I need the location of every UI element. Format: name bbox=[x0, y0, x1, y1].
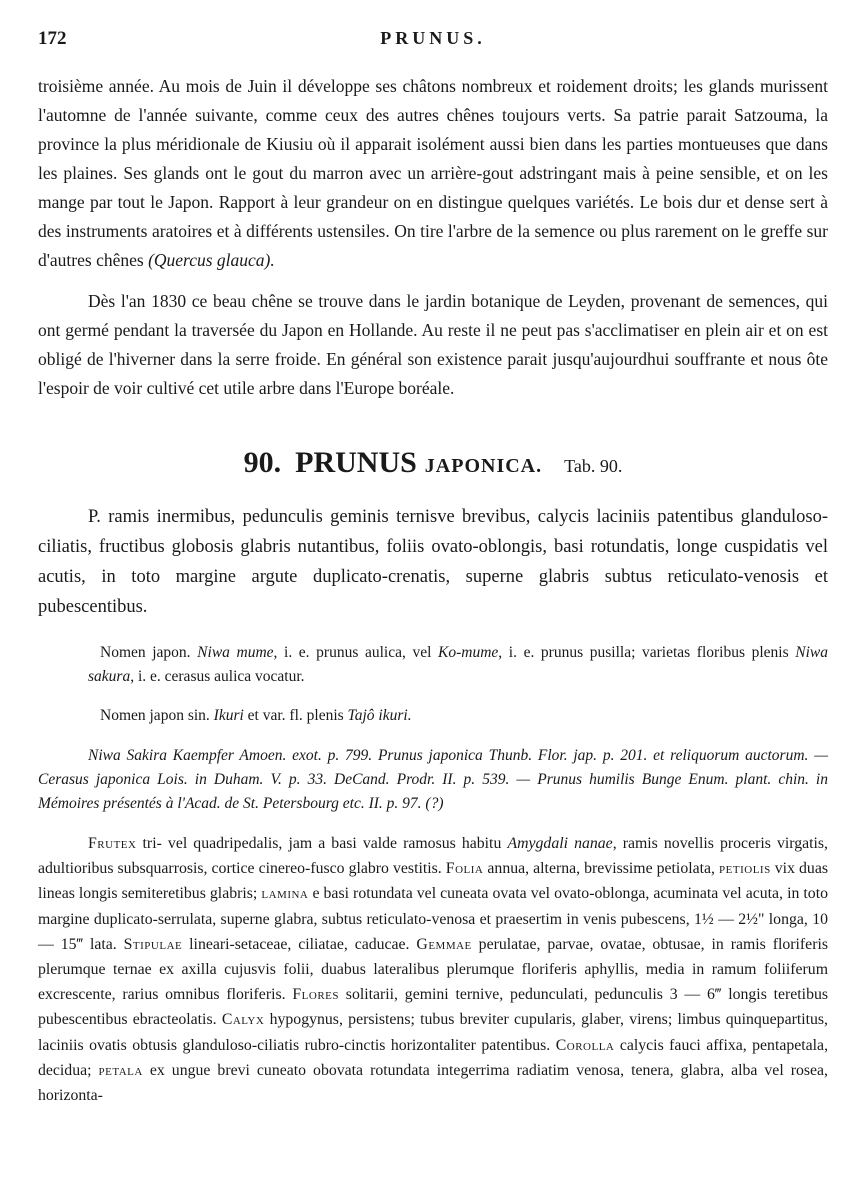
desc-text: solitarii, gemini ternive, pedunculati, pedunculis 3 — 6‴ longis teretibus pubescentibus ebracteolatis. bbox=[38, 986, 829, 1029]
nomen-text: , i. e. prunus aulica, vel bbox=[273, 643, 432, 661]
intro-paragraph-2: Dès l'an 1830 ce beau chêne se trouve dans le jardin botanique de Leyden, provenant de semences, qui ont germé pendant la traversée du Japon en Hollande. Au reste il ne peut pas s'acclimatiser en plein air et on est obligé de l'hiverner dans la serre froide. En général son existence parait jusqu'aujourdhui souffrante et nous ôte l'espoir de voir cultivé cet utile arbre dans l'Europe boréale. bbox=[38, 291, 828, 398]
quercus-glauca-citation: (Quercus glauca). bbox=[148, 250, 275, 270]
desc-text: ex ungue brevi cuneato obovata rotundata integerrima radiatim venosa, tenera, glabra, alba vel rosea, horizonta- bbox=[38, 1061, 829, 1105]
nomen-text: et var. fl. plenis bbox=[247, 707, 344, 724]
desc-text: perulatae, parvae, ovatae, obtusae, in ramis floriferis plerumque ternae ex axilla cujusvis folii, duabus lateralibus plerumque floriferis aphyllis, media in ramum foliiferum excrescente, rarius omnibus floriferis. bbox=[38, 935, 828, 1004]
desc-text: , ramis novellis proceris virgatis, adultioribus subsquarrosis, cortice cinereo-fusco glabro vestitis. bbox=[38, 835, 829, 878]
desc-text: hypogynus, persistens; tubus breviter cupularis, glaber, virens; limbus quinquepartitus, laciniis ovatis obtusis glanduloso-ciliatis rubro-cinctis horizontaliter patentibus. bbox=[38, 1011, 828, 1054]
desc-text: tri- vel quadripedalis, jam a basi valde ramosus habitu bbox=[142, 835, 502, 852]
nomen-japonicum bbox=[38, 641, 828, 689]
nomen-text: , i. e. prunus pusilla; varietas floribus plenis bbox=[498, 643, 789, 661]
desc-text: annua, alterna, brevissime petiolata, bbox=[487, 860, 715, 878]
desc-text: calycis fauci affixa, pentapetala, decidua; bbox=[38, 1036, 829, 1079]
term-lamina: lamina bbox=[261, 885, 309, 903]
term-gemmae: Gemmae bbox=[416, 935, 472, 953]
term-corolla: Corolla bbox=[555, 1036, 615, 1054]
term-calyx: Calyx bbox=[221, 1011, 265, 1029]
term-flores: Flores bbox=[292, 986, 339, 1004]
nomen-name: Ko-mume bbox=[438, 643, 499, 661]
species-genus: PRUNUS bbox=[295, 446, 417, 479]
page-header bbox=[38, 22, 828, 62]
nomen-japonicum-sinicum bbox=[38, 704, 828, 728]
desc-text: e basi rotundata vel cuneata ovata vel ovato-oblonga, acuminata vel acuta, in toto margine duplicato-serrulata, superne glabra, subtus reticulato-venosa et praesertim in venis pubescens, 1½ — 2½" longa, 10 — 15‴ lata. bbox=[38, 885, 828, 953]
desc-text: vix duas lineas longis semiteretibus glabris; bbox=[38, 860, 828, 903]
nomen-name: Tajô ikuri. bbox=[347, 707, 412, 724]
running-head: PRUNUS. bbox=[380, 28, 486, 48]
nomen-name: Niwa sakura bbox=[88, 643, 828, 685]
species-description bbox=[38, 831, 828, 1108]
nomen-label: Nomen japon sin. bbox=[100, 707, 210, 724]
species-diagnosis: P. ramis inermibus, pedunculis geminis ternisve brevibus, calycis laciniis patentibus glanduloso-ciliatis, fructibus globosis glabris nutantibus, foliis ovato-oblongis, basi rotundatis, longe cuspidatis vel acutis, in toto margine argute duplicato-crenatis, superne glabris subtus reticulato-venosis et pubescentibus. bbox=[38, 507, 828, 617]
nomen-name: Niwa mume bbox=[197, 643, 274, 661]
species-number: 90. bbox=[243, 446, 282, 479]
term-stipulae: Stipulae bbox=[123, 935, 183, 953]
species-heading bbox=[38, 445, 828, 486]
species-epithet: JAPONICA. bbox=[424, 455, 543, 477]
term-petiolis: petiolis bbox=[719, 860, 771, 878]
plate-reference: Tab. 90. bbox=[564, 456, 623, 476]
term-folia: Folia bbox=[445, 860, 484, 878]
desc-text: lineari-setaceae, ciliatae, caducae. bbox=[189, 935, 410, 953]
intro-paragraph-1 bbox=[38, 72, 828, 275]
term-petala: petala bbox=[98, 1061, 143, 1079]
synonymy: Niwa Sakira Kaempfer Amoen. exot. p. 799. Prunus japonica Thunb. Flor. jap. p. 201. et reliquorum auctorum. — Cerasus japonica Lois. in Duham. V. p. 33. DeCand. Prodr. II. p. 539. — Prunus humilis Bunge Enum. plant. chin. in Mémoires présentés à l'Acad. de St. Petersbourg etc. II. p. 97. (?) bbox=[38, 746, 828, 812]
nomen-text: , i. e. cerasus aulica vocatur. bbox=[130, 667, 305, 685]
nomen-label: Nomen japon. bbox=[100, 643, 191, 661]
page bbox=[38, 22, 828, 1124]
term-amygdali-nanae: Amygdali nanae bbox=[507, 835, 613, 852]
page-number: 172 bbox=[38, 28, 67, 49]
nomen-name: Ikuri bbox=[213, 707, 244, 724]
term-frutex: Frutex bbox=[88, 835, 137, 852]
intro-paragraph-1-text: troisième année. Au mois de Juin il développe ses châtons nombreux et roidement droits; les glands murissent l'automne de l'année suivante, comme ceux des autres chênes toujours verts. Sa patrie parait Satzouma, la province la plus méridionale de Kiusiu où il apparait isolément aussi bien dans les parties montueuses que dans les plaines. Ses glands ont le gout du marron avec un arrière-gout adstringant mais à peine sensible, et on les mange par tout le Japon. Rapport à leur grandeur on en distingue quelques variétés. Le bois dur et dense sert à des instruments aratoires et à différents ustensiles. On tire l'arbre de la semence ou plus rarement on le greffe sur d'autres chênes bbox=[38, 76, 828, 270]
